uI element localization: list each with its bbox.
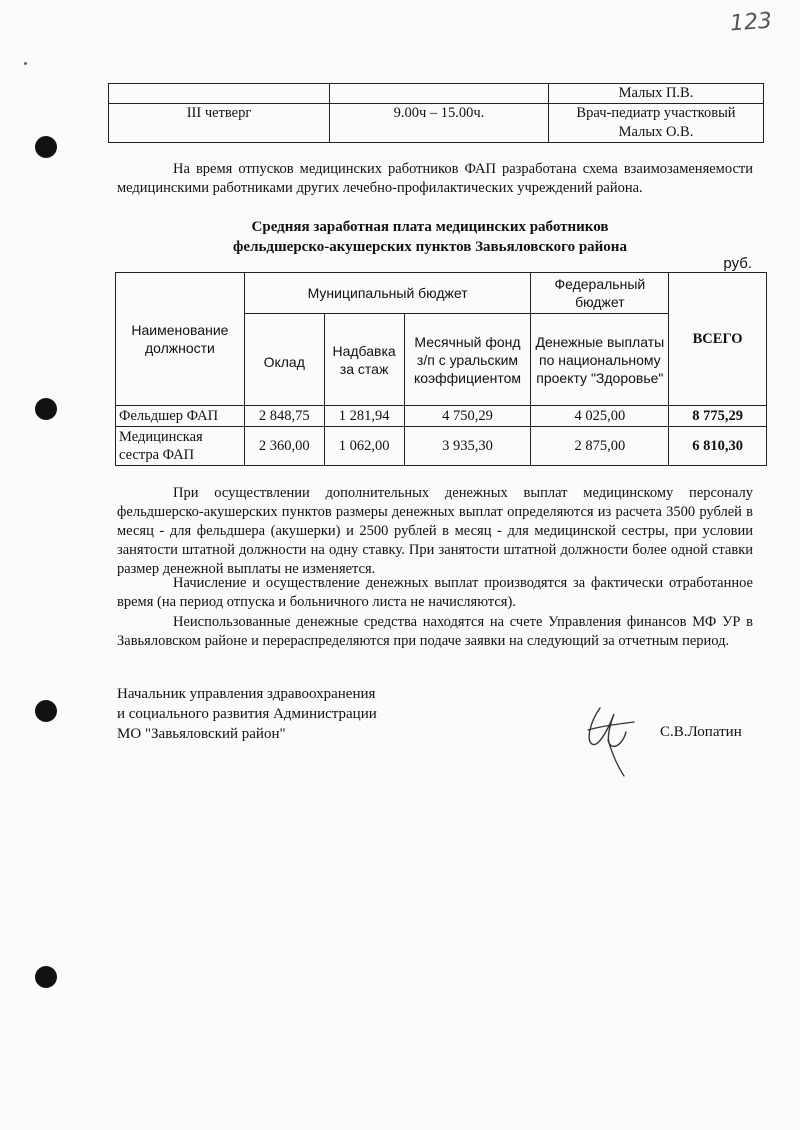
header-position: Наименование должности (116, 273, 245, 406)
table-cell (109, 84, 330, 104)
scan-speck (24, 62, 27, 65)
binder-hole (35, 700, 57, 722)
signatory-name: С.В.Лопатин (660, 724, 742, 740)
header-seniority: Надбавка за стаж (324, 314, 404, 406)
paragraph-vacation: На время отпусков медицинских работников ФАП разработана схема взаимозаменяемости медицинскими работниками других лечебно-профилактических учреждений района. (117, 161, 753, 196)
paragraph-payments: При осуществлении дополнительных денежных выплат медицинскому персоналу фельдшерско-акушерских пунктов размеры денежных выплат определяются из расчета 3500 рублей в месяц - для фельдшера (акушерки) и 2500 рублей в месяц - для медицинской сестры, при условии занятости штатной должности на одну ставку. При занятости штатной должности более одной ставки размер денежной выплаты не изменяется. (117, 485, 753, 577)
header-national-project: Денежные выплаты по национальному проекту "Здоровье" (531, 314, 669, 406)
cell-position: Медицинская сестра ФАП (116, 427, 245, 466)
table-cell: Врач-педиатр участковый Малых О.В. (549, 104, 764, 143)
paragraph-unused: Неиспользованные денежные средства находятся на счете Управления финансов МФ УР в Завьяловском районе и перераспределяются при подаче заявки на следующий за отчетным период. (117, 614, 753, 649)
schedule-table-fragment (108, 83, 764, 143)
title-line: фельдшерско-акушерских пунктов Завьяловского района (233, 239, 627, 255)
cell-seniority: 1 062,00 (324, 427, 404, 466)
header-total: ВСЕГО (669, 273, 767, 406)
header-monthly-fund: Месячный фонд з/п с уральским коэффициентом (404, 314, 531, 406)
signatory-line: МО "Завьяловский район" (117, 726, 286, 742)
salary-table-title (100, 217, 760, 257)
signatory-title (117, 684, 377, 744)
handwritten-signature (578, 700, 648, 780)
cell-national-project: 4 025,00 (531, 406, 669, 427)
signatory-line: Начальник управления здравоохранения (117, 686, 376, 702)
table-row (109, 104, 764, 143)
header-municipal: Муниципальный бюджет (244, 273, 531, 314)
paragraph-accrual: Начисление и осуществление денежных выплат производятся за фактически отработанное время (на период отпуска и больничного листа не начисляются). (117, 575, 753, 610)
binder-hole (35, 136, 57, 158)
title-line: Средняя заработная плата медицинских работников (251, 219, 609, 235)
table-row (116, 406, 767, 427)
header-salary: Оклад (244, 314, 324, 406)
table-row (116, 427, 767, 466)
header-row (116, 273, 767, 314)
currency-unit: руб. (723, 255, 752, 272)
table-cell (330, 84, 549, 104)
cell-seniority: 1 281,94 (324, 406, 404, 427)
cell-monthly-fund: 4 750,29 (404, 406, 531, 427)
cell-position: Фельдшер ФАП (116, 406, 245, 427)
cell-salary: 2 848,75 (244, 406, 324, 427)
signatory-line: и социального развития Администрации (117, 706, 377, 722)
table-cell: III четверг (109, 104, 330, 143)
salary-table (115, 272, 767, 466)
table-row (109, 84, 764, 104)
header-federal: Федеральный бюджет (531, 273, 669, 314)
cell-total: 8 775,29 (669, 406, 767, 427)
cell-national-project: 2 875,00 (531, 427, 669, 466)
table-cell: 9.00ч – 15.00ч. (330, 104, 549, 143)
cell-salary: 2 360,00 (244, 427, 324, 466)
table-cell: Малых П.В. (549, 84, 764, 104)
cell-total: 6 810,30 (669, 427, 767, 466)
page-number: 123 (729, 8, 773, 37)
cell-monthly-fund: 3 935,30 (404, 427, 531, 466)
binder-hole (35, 966, 57, 988)
binder-hole (35, 398, 57, 420)
